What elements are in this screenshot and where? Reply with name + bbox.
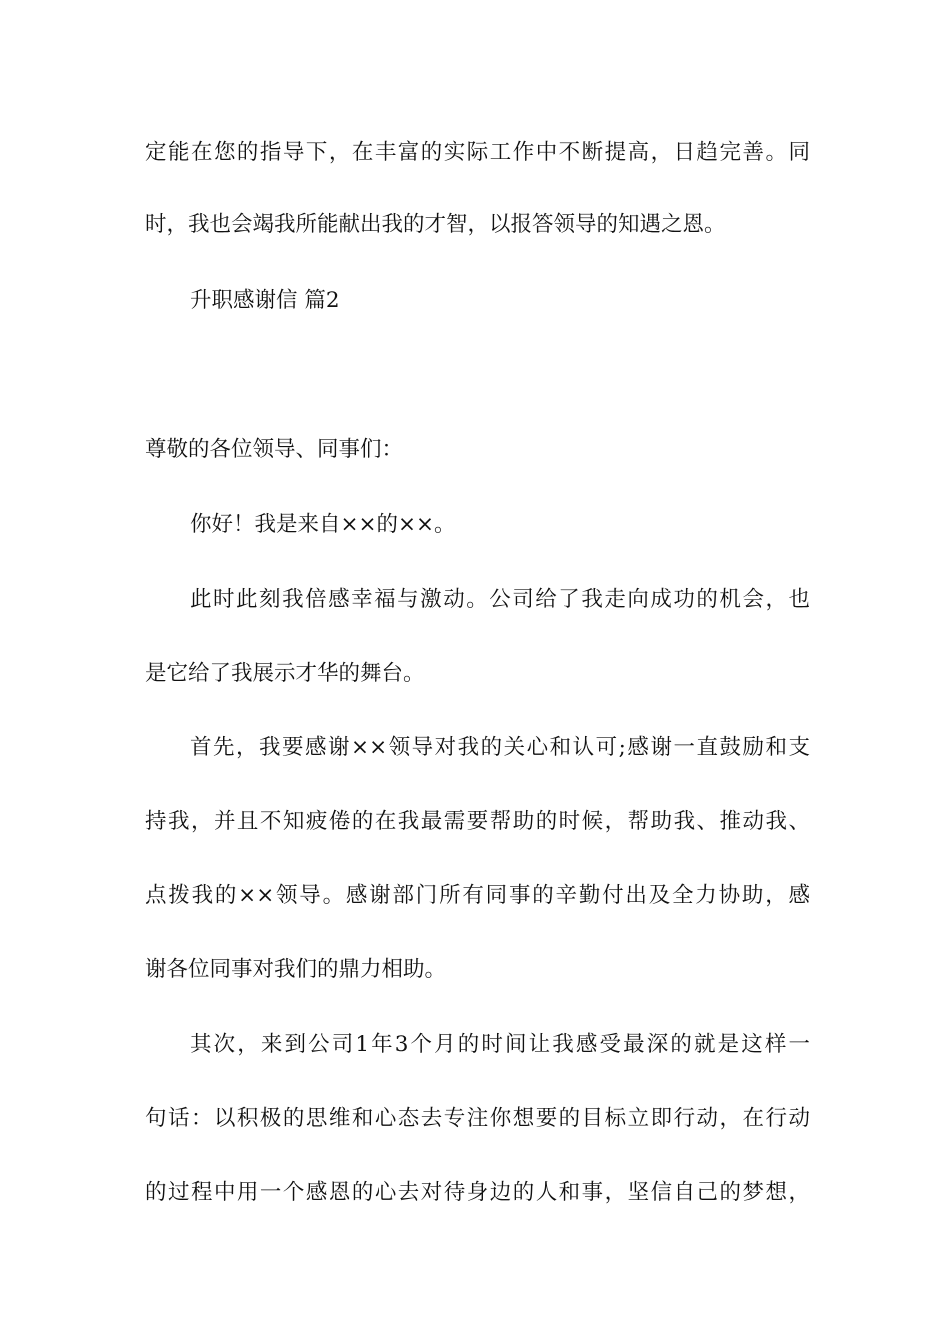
paragraph-line: 时，我也会竭我所能献出我的才智，以报答领导的知遇之恩。	[145, 212, 726, 237]
section-heading: 升职感谢信 篇2	[190, 288, 340, 313]
paragraph-line: 定能在您的指导下，在丰富的实际工作中不断提高，日趋完善。同	[145, 140, 810, 165]
paragraph-line: 是它给了我展示才华的舞台。	[145, 661, 425, 686]
paragraph-line: 此时此刻我倍感幸福与激动。公司给了我走向成功的机会，也	[190, 587, 810, 612]
salutation: 尊敬的各位领导、同事们：	[145, 437, 404, 462]
paragraph-line: 持我，并且不知疲倦的在我最需要帮助的时候，帮助我、推动我、	[145, 809, 810, 834]
paragraph-line: 你好！我是来自××的××。	[190, 512, 456, 537]
paragraph-line: 的过程中用一个感恩的心去对待身边的人和事，坚信自己的梦想，	[145, 1180, 810, 1205]
paragraph-line: 首先，我要感谢××领导对我的关心和认可;感谢一直鼓励和支	[190, 735, 810, 760]
paragraph-line: 点拨我的××领导。感谢部门所有同事的辛勤付出及全力协助，感	[145, 883, 810, 908]
paragraph-line: 谢各位同事对我们的鼎力相助。	[145, 957, 447, 982]
paragraph-line: 句话：以积极的思维和心态去专注你想要的目标立即行动，在行动	[145, 1106, 810, 1131]
paragraph-line: 其次，来到公司1年3个月的时间让我感受最深的就是这样一	[190, 1032, 810, 1057]
